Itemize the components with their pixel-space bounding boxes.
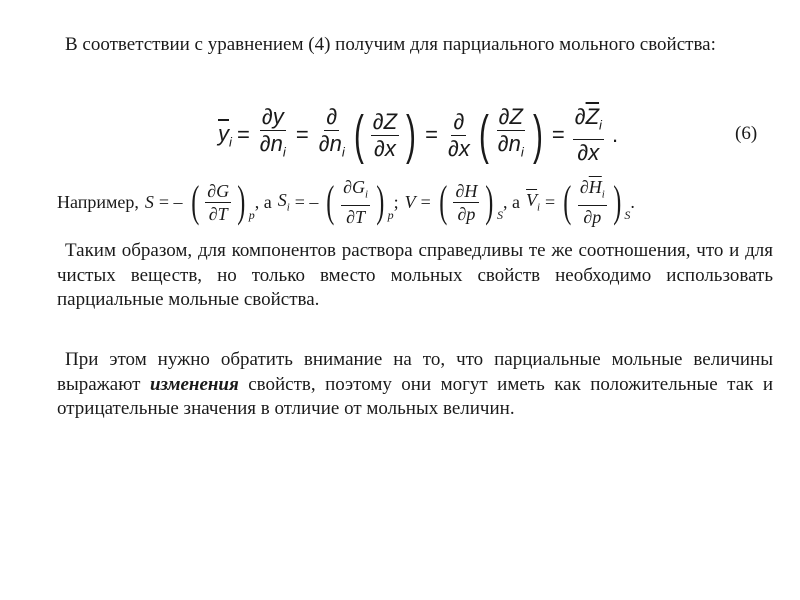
eq-lhs: $\overline{y}_i$ (218, 120, 232, 150)
frac-d-dx: $\frac{\partial}{\partial x}$ (447, 108, 470, 161)
frac-dy-dni: $\frac{\partial y}{\partial n_i}$ (259, 104, 286, 160)
paragraph-intro (57, 33, 773, 58)
frac-d-dni: $\frac{\partial}{\partial n_i}$ (318, 104, 345, 160)
equation-number: (6) (735, 123, 758, 144)
equation-6: $\overline{y}_i$ = $\frac{\partial y}{\partial n_i}$ = $\frac{\partial}{\partial n_i}$ ( $\frac{\partial Z}{\partial x}$ ) = $\frac{\partial}{\partial x}$ ( $\frac{\partial Z}{\partial n_i}$ ) = $\frac{\partial\overline{Z}_i}{\partial x}$ . (218, 104, 619, 165)
examples-line: Например, S = – ( $\frac{\partial G}{\partial T}$ ) p , а $S_i$ = – ( $\frac{\partial G_i}{\partial T}$ ) p ; V = ( $\frac{\partial H}{\partial p}$ ) S , а $\overline{V}_i$ = ( $\frac{\partial\overline{H}_i}{\partial p}$ ) S . (57, 176, 635, 228)
paragraph-conclusion (57, 239, 773, 313)
emphasis-word: изменения (149, 373, 239, 395)
frac-dzi-dx: $\frac{\partial\overline{Z}_i}{\partial x}$ (574, 104, 602, 165)
paragraph-note: При этом нужно обратить внимание на то, что парциальные мольные величины выражают изменения свойств, поэтому они могут иметь как положительные так и отрицательные значения в отличие от мольных величин. (57, 349, 773, 419)
paragraph-intro-text: В соответствии с уравнением (4) получим для парциального мольного свойства: (65, 34, 716, 55)
examples-prefix: Например, (57, 191, 139, 212)
paren-dz-dx: ( $\frac{\partial Z}{\partial x}$ ) (353, 105, 417, 165)
paragraph-conclusion-text: Таким образом, для компонентов раствора справедливы те же соотношения, что и для чистых веществ, но только вместо мольных свойств необходимо использовать парциальные мольные свойства. (57, 240, 773, 310)
paren-dz-dni: ( $\frac{\partial Z}{\partial n_i}$ ) (478, 104, 543, 165)
